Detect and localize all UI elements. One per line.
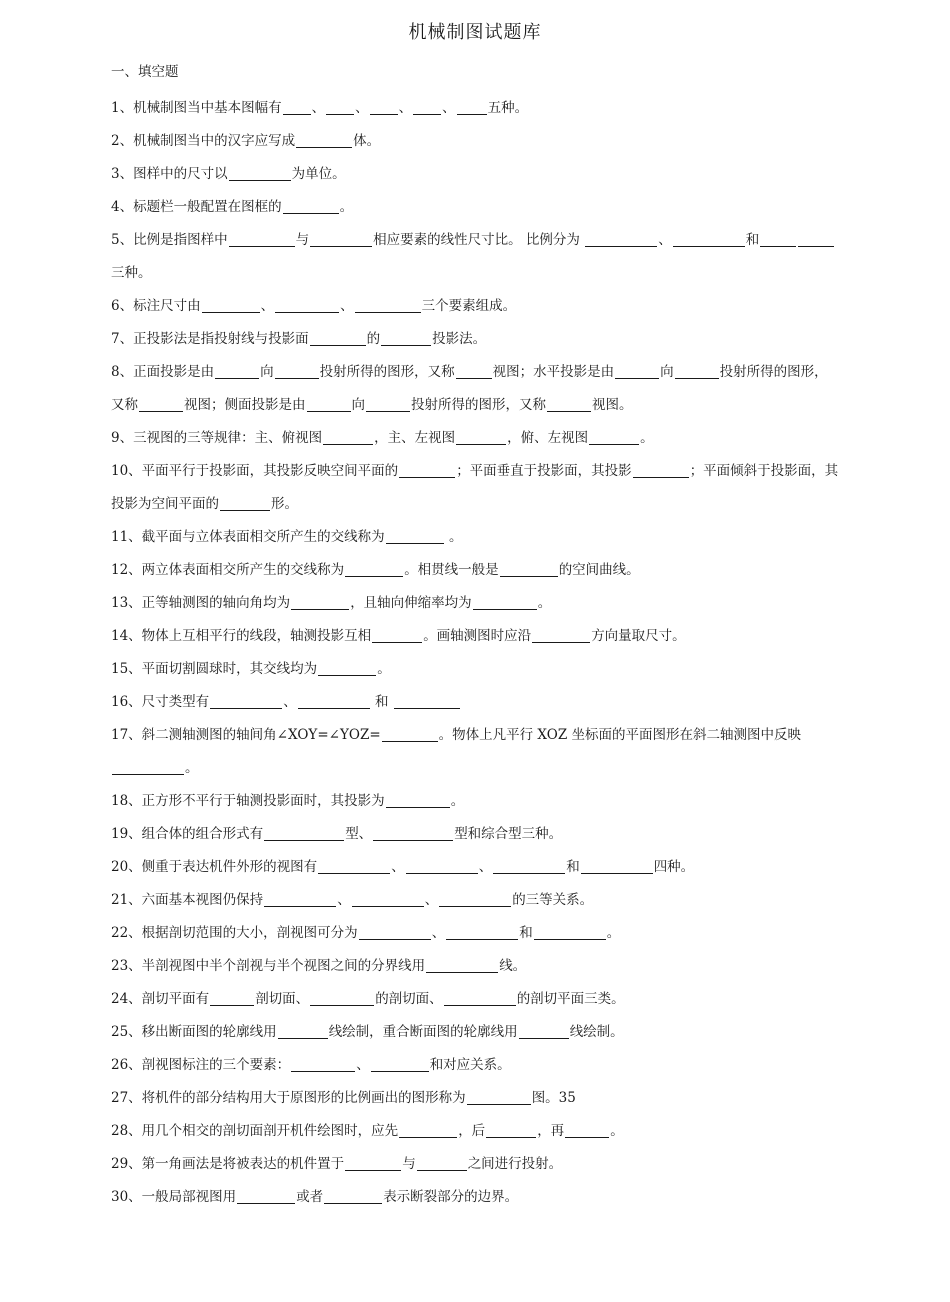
question-text: 投影法。	[432, 331, 487, 347]
answer-blank[interactable]	[399, 461, 455, 478]
question-9	[111, 422, 841, 455]
question-text: 7、正投影法是指投射线与投影面	[111, 331, 309, 347]
question-text: 22、根据剖切范围的大小，剖视图可分为	[111, 925, 358, 941]
question-text: 19、组合体的组合形式有	[111, 826, 264, 842]
answer-blank[interactable]	[486, 1121, 536, 1138]
answer-blank[interactable]	[278, 1022, 328, 1039]
answer-blank[interactable]	[345, 560, 403, 577]
answer-blank[interactable]	[310, 329, 366, 346]
question-text: 23、半剖视图中半个剖视与半个视图之间的分界线用	[111, 958, 426, 974]
answer-blank[interactable]	[493, 857, 565, 874]
answer-blank[interactable]	[370, 98, 398, 115]
answer-blank[interactable]	[615, 362, 659, 379]
answer-blank[interactable]	[386, 527, 444, 544]
answer-blank[interactable]	[324, 1187, 382, 1204]
question-text: 3、图样中的尺寸以	[111, 166, 228, 182]
answer-blank[interactable]	[446, 923, 518, 940]
question-text: 29、第一角画法是将被表达的机件置于	[111, 1156, 345, 1172]
question-text: 视图；水平投影是由	[492, 364, 615, 380]
question-text: 投射所得的图形，又称	[411, 397, 546, 413]
question-text: 。	[444, 529, 463, 545]
question-text: 三个要素组成。	[421, 298, 517, 314]
question-text: 、	[260, 298, 275, 314]
answer-blank[interactable]	[372, 626, 422, 643]
question-text: 向	[260, 364, 274, 380]
question-text: ；平面垂直于投影面，其投影	[456, 463, 632, 479]
question-text: 的剖切面、	[375, 991, 443, 1007]
answer-blank[interactable]	[473, 593, 537, 610]
answer-blank[interactable]	[386, 791, 450, 808]
question-text: 13、正等轴测图的轴向角均为	[111, 595, 291, 611]
question-text: 向	[660, 364, 674, 380]
question-text: 向	[351, 397, 365, 413]
question-text: 21、六面基本视图仍保持	[111, 892, 264, 908]
question-25	[111, 1016, 841, 1049]
question-text: 为单位。	[291, 166, 346, 182]
question-23	[111, 950, 841, 983]
answer-blank[interactable]	[220, 494, 270, 511]
question-text: 2、机械制图当中的汉字应写成	[111, 133, 296, 149]
answer-blank[interactable]	[296, 131, 352, 148]
answer-blank[interactable]	[585, 230, 657, 247]
question-text: 视图。	[592, 397, 633, 413]
answer-blank[interactable]	[352, 890, 424, 907]
page-title: 机械制图试题库	[408, 22, 542, 43]
answer-blank[interactable]	[406, 857, 478, 874]
question-text: ，主、左视图	[374, 430, 456, 446]
question-text: ，且轴向伸缩率均为	[350, 595, 472, 611]
answer-blank[interactable]	[283, 98, 311, 115]
question-8	[111, 356, 841, 422]
question-text: 与	[402, 1156, 416, 1172]
question-text: 。	[339, 199, 354, 215]
answer-blank[interactable]	[439, 890, 511, 907]
question-text: 和	[519, 925, 533, 941]
answer-blank[interactable]	[532, 626, 590, 643]
question-text: 或者	[296, 1189, 324, 1205]
question-text: 1、机械制图当中基本图幅有	[111, 100, 282, 116]
question-21	[111, 884, 841, 917]
answer-blank[interactable]	[210, 989, 254, 1006]
question-text: 剖切面、	[255, 991, 310, 1007]
answer-blank[interactable]	[310, 989, 374, 1006]
question-text: 4、标题栏一般配置在图框的	[111, 199, 282, 215]
question-text: 。	[606, 925, 621, 941]
answer-blank[interactable]	[413, 98, 441, 115]
question-6	[111, 290, 841, 323]
question-1	[111, 92, 841, 125]
question-text: 。	[185, 760, 199, 776]
question-text: 、	[311, 100, 326, 116]
answer-blank[interactable]	[229, 164, 291, 181]
question-text: 和	[745, 232, 760, 248]
question-text: 与	[295, 232, 310, 248]
question-text: 视图；侧面投影是由	[184, 397, 306, 413]
question-17	[111, 719, 841, 785]
question-text: ，俯、左视图	[507, 430, 589, 446]
question-text: 、	[398, 100, 413, 116]
question-text: 12、两立体表面相交所产生的交线称为	[111, 562, 345, 578]
question-text: 型、	[345, 826, 373, 842]
question-text: 、	[658, 232, 672, 248]
question-text: 。物体上凡平行 XOZ 坐标面的平面图形在斜二轴测图中反映	[438, 727, 802, 743]
question-text: ，后	[458, 1123, 486, 1139]
question-text: 之间进行投射。	[467, 1156, 563, 1172]
question-text: 、	[478, 859, 493, 875]
question-text: 和	[566, 859, 580, 875]
question-text: 三种。	[111, 265, 152, 281]
question-text: 形。	[271, 496, 298, 512]
answer-blank[interactable]	[444, 989, 516, 1006]
answer-blank[interactable]	[215, 362, 259, 379]
answer-blank[interactable]	[456, 362, 492, 379]
answer-blank[interactable]	[326, 98, 354, 115]
question-text: 图。35	[531, 1090, 576, 1106]
question-22	[111, 917, 841, 950]
question-text: 的空间曲线。	[558, 562, 640, 578]
answer-blank[interactable]	[581, 857, 653, 874]
answer-blank[interactable]	[565, 1121, 609, 1138]
question-text: 和	[370, 694, 393, 710]
question-text: 。	[377, 661, 391, 677]
question-text: 的剖切平面三类。	[516, 991, 625, 1007]
question-3	[111, 158, 841, 191]
answer-blank[interactable]	[291, 593, 349, 610]
question-20	[111, 851, 841, 884]
question-text: 的三等关系。	[512, 892, 594, 908]
question-text: 、	[356, 1057, 370, 1073]
question-text: 。画轴测图时应沿	[423, 628, 532, 644]
question-text: ；平面倾斜于投影面，其投影为空间平面的	[111, 463, 839, 512]
answer-blank[interactable]	[519, 1022, 569, 1039]
answer-blank[interactable]	[275, 362, 319, 379]
question-text: 型和综合型三种。	[454, 826, 563, 842]
question-29	[111, 1148, 841, 1181]
answer-blank[interactable]	[675, 362, 719, 379]
answer-blank[interactable]	[291, 1055, 355, 1072]
answer-blank[interactable]	[112, 758, 184, 775]
question-text: 、	[391, 859, 405, 875]
answer-blank[interactable]	[382, 725, 438, 742]
question-text: 30、一般局部视图用	[111, 1189, 237, 1205]
question-26	[111, 1049, 841, 1082]
answer-blank[interactable]	[318, 659, 376, 676]
answer-blank[interactable]	[381, 329, 431, 346]
question-text: 8、正面投影是由	[111, 364, 215, 380]
answer-blank[interactable]	[283, 197, 339, 214]
answer-blank[interactable]	[633, 461, 689, 478]
question-28	[111, 1115, 841, 1148]
question-text: 的	[366, 331, 381, 347]
question-15	[111, 653, 841, 686]
answer-blank[interactable]	[457, 98, 487, 115]
question-text: 11、截平面与立体表面相交所产生的交线称为	[111, 529, 385, 545]
question-text: 、	[283, 694, 297, 710]
question-text: 27、将机件的部分结构用大于原图形的比例画出的图形称为	[111, 1090, 466, 1106]
question-18	[111, 785, 841, 818]
question-text: 相应要素的线性尺寸比。 比例分为	[373, 232, 585, 248]
question-text: 、	[340, 298, 354, 314]
answer-blank[interactable]	[210, 692, 282, 709]
question-text: 、	[442, 100, 456, 116]
question-text: 方向量取尺寸。	[591, 628, 686, 644]
question-27	[111, 1082, 841, 1115]
question-text: 表示断裂部分的边界。	[383, 1189, 519, 1205]
question-11	[111, 521, 841, 554]
answer-blank[interactable]	[673, 230, 745, 247]
answer-blank[interactable]	[318, 857, 390, 874]
question-text: 5、比例是指图样中	[111, 232, 228, 248]
question-text: 线。	[499, 958, 527, 974]
question-10	[111, 455, 841, 521]
question-text: 、	[431, 925, 446, 941]
question-text: 和对应关系。	[429, 1057, 511, 1073]
question-text: 17、斜二测轴测图的轴间角∠XOY=∠YOZ=	[111, 727, 381, 743]
answer-blank[interactable]	[417, 1154, 467, 1171]
answer-blank[interactable]	[139, 395, 183, 412]
answer-blank[interactable]	[237, 1187, 295, 1204]
question-13	[111, 587, 841, 620]
question-text: 15、平面切割圆球时，其交线均为	[111, 661, 318, 677]
answer-blank[interactable]	[366, 395, 410, 412]
answer-blank[interactable]	[373, 824, 453, 841]
answer-blank[interactable]	[345, 1154, 401, 1171]
question-text: 投射所得的图形，又称	[111, 364, 828, 413]
question-14	[111, 620, 841, 653]
answer-blank[interactable]	[760, 230, 796, 247]
question-7	[111, 323, 841, 356]
question-text: 线绘制。	[569, 1024, 624, 1040]
question-text: 、	[424, 892, 439, 908]
answer-blank[interactable]	[798, 230, 834, 247]
answer-blank[interactable]	[264, 890, 336, 907]
question-text: 。	[537, 595, 552, 611]
question-text: 、	[337, 892, 351, 908]
answer-blank[interactable]	[426, 956, 498, 973]
question-text: 四种。	[653, 859, 695, 875]
answer-blank[interactable]	[275, 296, 339, 313]
answer-blank[interactable]	[589, 428, 639, 445]
question-text: 投射所得的图形，又称	[319, 364, 455, 380]
answer-blank[interactable]	[456, 428, 506, 445]
answer-blank[interactable]	[371, 1055, 429, 1072]
answer-blank[interactable]	[310, 230, 372, 247]
answer-blank[interactable]	[298, 692, 370, 709]
question-text: 。	[610, 1123, 624, 1139]
answer-blank[interactable]	[467, 1088, 531, 1105]
question-2	[111, 125, 841, 158]
answer-blank[interactable]	[323, 428, 373, 445]
answer-blank[interactable]	[264, 824, 344, 841]
answer-blank[interactable]	[229, 230, 295, 247]
question-text: 10、平面平行于投影面，其投影反映空间平面的	[111, 463, 399, 479]
answer-blank[interactable]	[500, 560, 558, 577]
question-text: 体。	[353, 133, 381, 149]
question-5	[111, 224, 841, 290]
question-text: 28、用几个相交的剖切面剖开机件绘图时，应先	[111, 1123, 399, 1139]
question-text: 、	[355, 100, 369, 116]
question-text: 。	[640, 430, 654, 446]
question-text: 16、尺寸类型有	[111, 694, 210, 710]
question-text: 6、标注尺寸由	[111, 298, 201, 314]
question-text: 24、剖切平面有	[111, 991, 210, 1007]
answer-blank[interactable]	[359, 923, 431, 940]
question-text: 14、物体上互相平行的线段，轴测投影互相	[111, 628, 372, 644]
answer-blank[interactable]	[547, 395, 591, 412]
question-text: 。相贯线一般是	[404, 562, 499, 578]
question-text: 18、正方形不平行于轴测投影面时，其投影为	[111, 793, 385, 809]
question-text: 9、三视图的三等规律：主、俯视图	[111, 430, 323, 446]
question-12	[111, 554, 841, 587]
section-heading: 一、填空题	[111, 64, 179, 80]
question-19	[111, 818, 841, 851]
question-16	[111, 686, 841, 719]
answer-blank[interactable]	[534, 923, 606, 940]
question-text: 25、移出断面图的轮廓线用	[111, 1024, 277, 1040]
question-24	[111, 983, 841, 1016]
question-text: 26、剖视图标注的三个要素：	[111, 1057, 291, 1073]
question-text: 20、侧重于表达机件外形的视图有	[111, 859, 318, 875]
question-text: 五种。	[487, 100, 529, 116]
question-30	[111, 1181, 841, 1214]
question-4	[111, 191, 841, 224]
answer-blank[interactable]	[394, 692, 460, 709]
question-text: ，再	[537, 1123, 565, 1139]
question-text: 。	[450, 793, 465, 809]
question-text: 线绘制，重合断面图的轮廓线用	[328, 1024, 518, 1040]
answer-blank[interactable]	[307, 395, 351, 412]
answer-blank[interactable]	[399, 1121, 457, 1138]
answer-blank[interactable]	[202, 296, 260, 313]
answer-blank[interactable]	[355, 296, 421, 313]
